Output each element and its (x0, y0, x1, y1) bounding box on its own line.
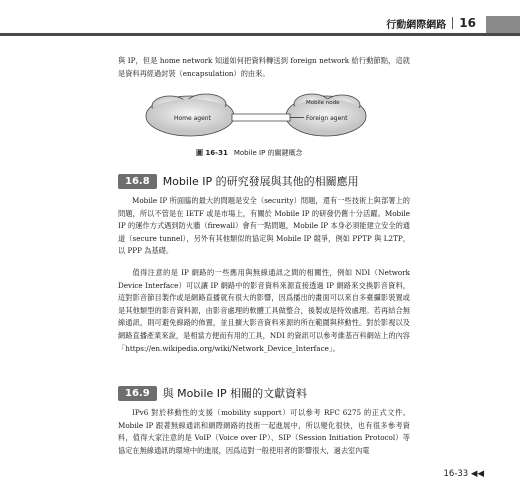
paragraph-intro: 與 IP，但是 home network 知道如何把資料轉送到 foreign network 給行動節點，這就是資料再經過封裝（encapsulation）的由來。 (118, 56, 410, 78)
home-agent-label: Home agent (174, 115, 211, 122)
paragraph-security-text: Mobile IP 所面臨的最大的問題是安全（security）問題，還有一些技術上與部署上的問題，所以不管是在 IETF 或是市場上，有關於 Mobile IP 的研發仍舊十分活躍。Mobile IP 的運作方式遇到防火牆（firewall）會有一點問題，Mobile IP 本身必須能建立安全的通道（secure tunnel），另外有其他類似的協定與 Mobile IP 競爭，例如 PPTP 與 L2TP，以 PPP 為基礎。 (118, 196, 410, 256)
chapter-tab-marker (486, 16, 520, 34)
mobile-node-label: Mobile node (306, 100, 340, 106)
page-footer (444, 469, 484, 479)
tunnel-pipe (232, 114, 290, 121)
running-header (386, 14, 476, 32)
section-title: Mobile IP 的研究發展與其他的相關應用 (162, 175, 359, 188)
paragraph-ndi-text: 值得注意的是 IP 網路的一些應用與無線通訊之間的相關性，例如 NDI（Network Device Interface）可以讓 IP 網路中的影音資料來源直接透過 IP 網路來交換影音資料，這對影音節目製作或是網路直播就有很大的影響，因爲播出的畫面可以來自多臺攝影裝置或是其他類型的影音資料源，由影音處理的軟體工具做整合，後製或是特效處理。若再結合無線通訊，則可避免線路的佈置，並且擴大影音資料來源的所在範圍與移動性。對於影視以及網路直播產業來說，是相當方便而有用的工具，NDI 的資訊可以參考維基百科網站上的內容「https://en.wikipedia.org/wiki/Network_Device_Interface」。 (118, 268, 410, 353)
paragraph-ndi (118, 267, 410, 355)
paragraph-references (118, 407, 410, 457)
figure-caption-text: Mobile IP 的關鍵概念 (233, 149, 303, 157)
page-number: 16-33 (443, 469, 469, 479)
foreign-agent-label: Foreign agent (306, 115, 348, 122)
figure-caption (196, 148, 303, 158)
page-nav-icon: ◀◀ (470, 469, 484, 479)
paragraph-security (118, 195, 410, 258)
paragraph-references-text: IPv6 對於移動性的支援（mobility support）可以參考 RFC 6275 的正式文件。Mobile IP 跟著無線通訊和網際網路的技術一起進展中，所以變化很快，也有很多參考資料，值得大家注意的是 VoIP（Voice over IP）、SIP（Session Initiation Protocol）等協定在無線通訊的環境中的進展，因爲這對一般使用者的影響很大，過去室內電 (118, 408, 410, 455)
section-heading-16-9 (118, 384, 307, 402)
header-divider (452, 17, 453, 29)
section-number-badge: 16.8 (118, 174, 157, 189)
section-number-badge: 16.9 (118, 386, 157, 401)
section-heading-16-8 (118, 172, 359, 190)
section-title: 與 Mobile IP 相關的文獻資料 (162, 387, 308, 400)
header-rule (0, 33, 520, 36)
chapter-number: 16 (459, 16, 476, 30)
mobile-ip-diagram (140, 88, 380, 146)
running-header-title: 行動網際網路 (386, 19, 447, 31)
figure-label: 圖 16-31 (196, 149, 228, 157)
